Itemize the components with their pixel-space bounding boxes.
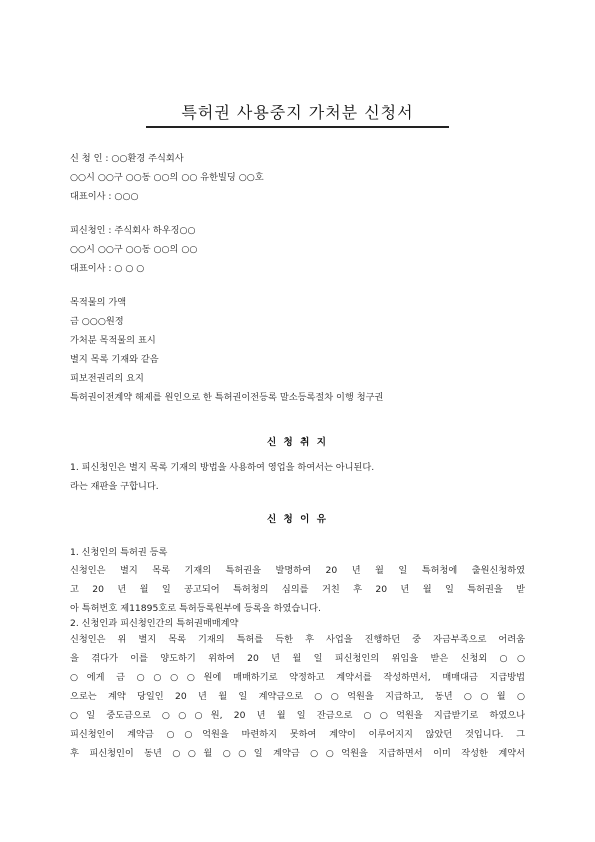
reasons-section-1-line-2: 고 20 년 월 일 공고되어 특허청의 심의를 거친 후 20 년 월 일 특허권을 받 [70,584,525,595]
respondent-name: 피신청인 : 주식회사 하우징○○ [70,225,196,236]
purpose-closing: 라는 재판을 구합니다. [70,481,159,492]
object-value-label: 목적물의 가액 [70,297,127,308]
reasons-section-2-line-5: ○일 중도금으로 ○○○원, 20 년 월 일 잔금으로 ○○억원을 지급받기로 하였으나 [70,710,525,721]
reasons-section-2-title: 2. 신청인과 피신청인간의 특허권매매계약 [70,618,239,629]
respondent-address: ○○시 ○○구 ○○동 ○○의 ○○ [70,244,198,255]
applicant-address: ○○시 ○○구 ○○동 ○○의 ○○ 유한빌딩 ○○호 [70,172,264,183]
reasons-section-2-line-2: 을 겪다가 이를 양도하기 위하여 20 년 월 일 피신청인의 위임을 받은 신청외 ○○ [70,653,525,664]
applicant-name: 신 청 인 : ○○환경 주식회사 [70,153,184,164]
purpose-heading: 신 청 취 지 [266,437,329,448]
purpose-item-1: 1. 피신청인은 별지 목록 기재의 방법을 사용하여 영업을 하여서는 아니된다. [70,462,375,473]
reasons-section-2-line-6: 피신청인이 계약금 ○○억원을 마련하지 못하여 계약이 이루어지지 않았던 것입니다. 그 [70,729,525,740]
object-value-amount: 금 ○○○원정 [70,316,124,327]
respondent-representative: 대표이사 : ○ ○ ○ [70,263,145,274]
reasons-section-2-line-7: 후 피신청인이 동년 ○○월 ○○일 계약금 ○○억원을 지급하면서 이미 작성한 계약서 [70,748,525,759]
reasons-section-1-title: 1. 신청인의 특허권 등록 [70,547,168,558]
reasons-heading: 신 청 이 유 [266,514,329,525]
reasons-section-1-line-3: 아 특허번호 제11895호로 특허등록원부에 등록을 하였습니다. [70,603,321,614]
reasons-section-1-line-1: 신청인은 별지 목록 기재의 특허권을 발명하여 20 년 월 일 특허청에 출원신청하였 [70,565,525,576]
reasons-section-2-line-1: 신청인은 위 별지 목록 기재의 특허를 득한 후 사업을 진행하던 중 자금부족으로 어려움 [70,634,525,645]
reasons-section-2-line-3: ○에게 금 ○○○○원에 매매하기로 약정하고 계약서를 작성하면서, 매매대금 지급방법 [70,672,525,683]
injunction-object-desc: 별지 목록 기재와 같음 [70,354,159,365]
document-title: 특허권 사용중지 가처분 신청서 [181,103,414,122]
injunction-object-label: 가처분 목적물의 표시 [70,335,156,346]
protected-right-desc: 특허권이전계약 해제를 원인으로 한 특허권이전등록 말소등록절차 이행 청구권 [70,392,384,403]
reasons-section-2-line-4: 으로는 계약 당일인 20 년 월 일 계약금으로 ○○억원을 지급하고, 동년 ○○월 ○ [70,691,525,702]
title-underline [146,126,449,128]
protected-right-label: 피보전권리의 요지 [70,373,144,384]
applicant-representative: 대표이사 : ○○○ [70,191,139,202]
